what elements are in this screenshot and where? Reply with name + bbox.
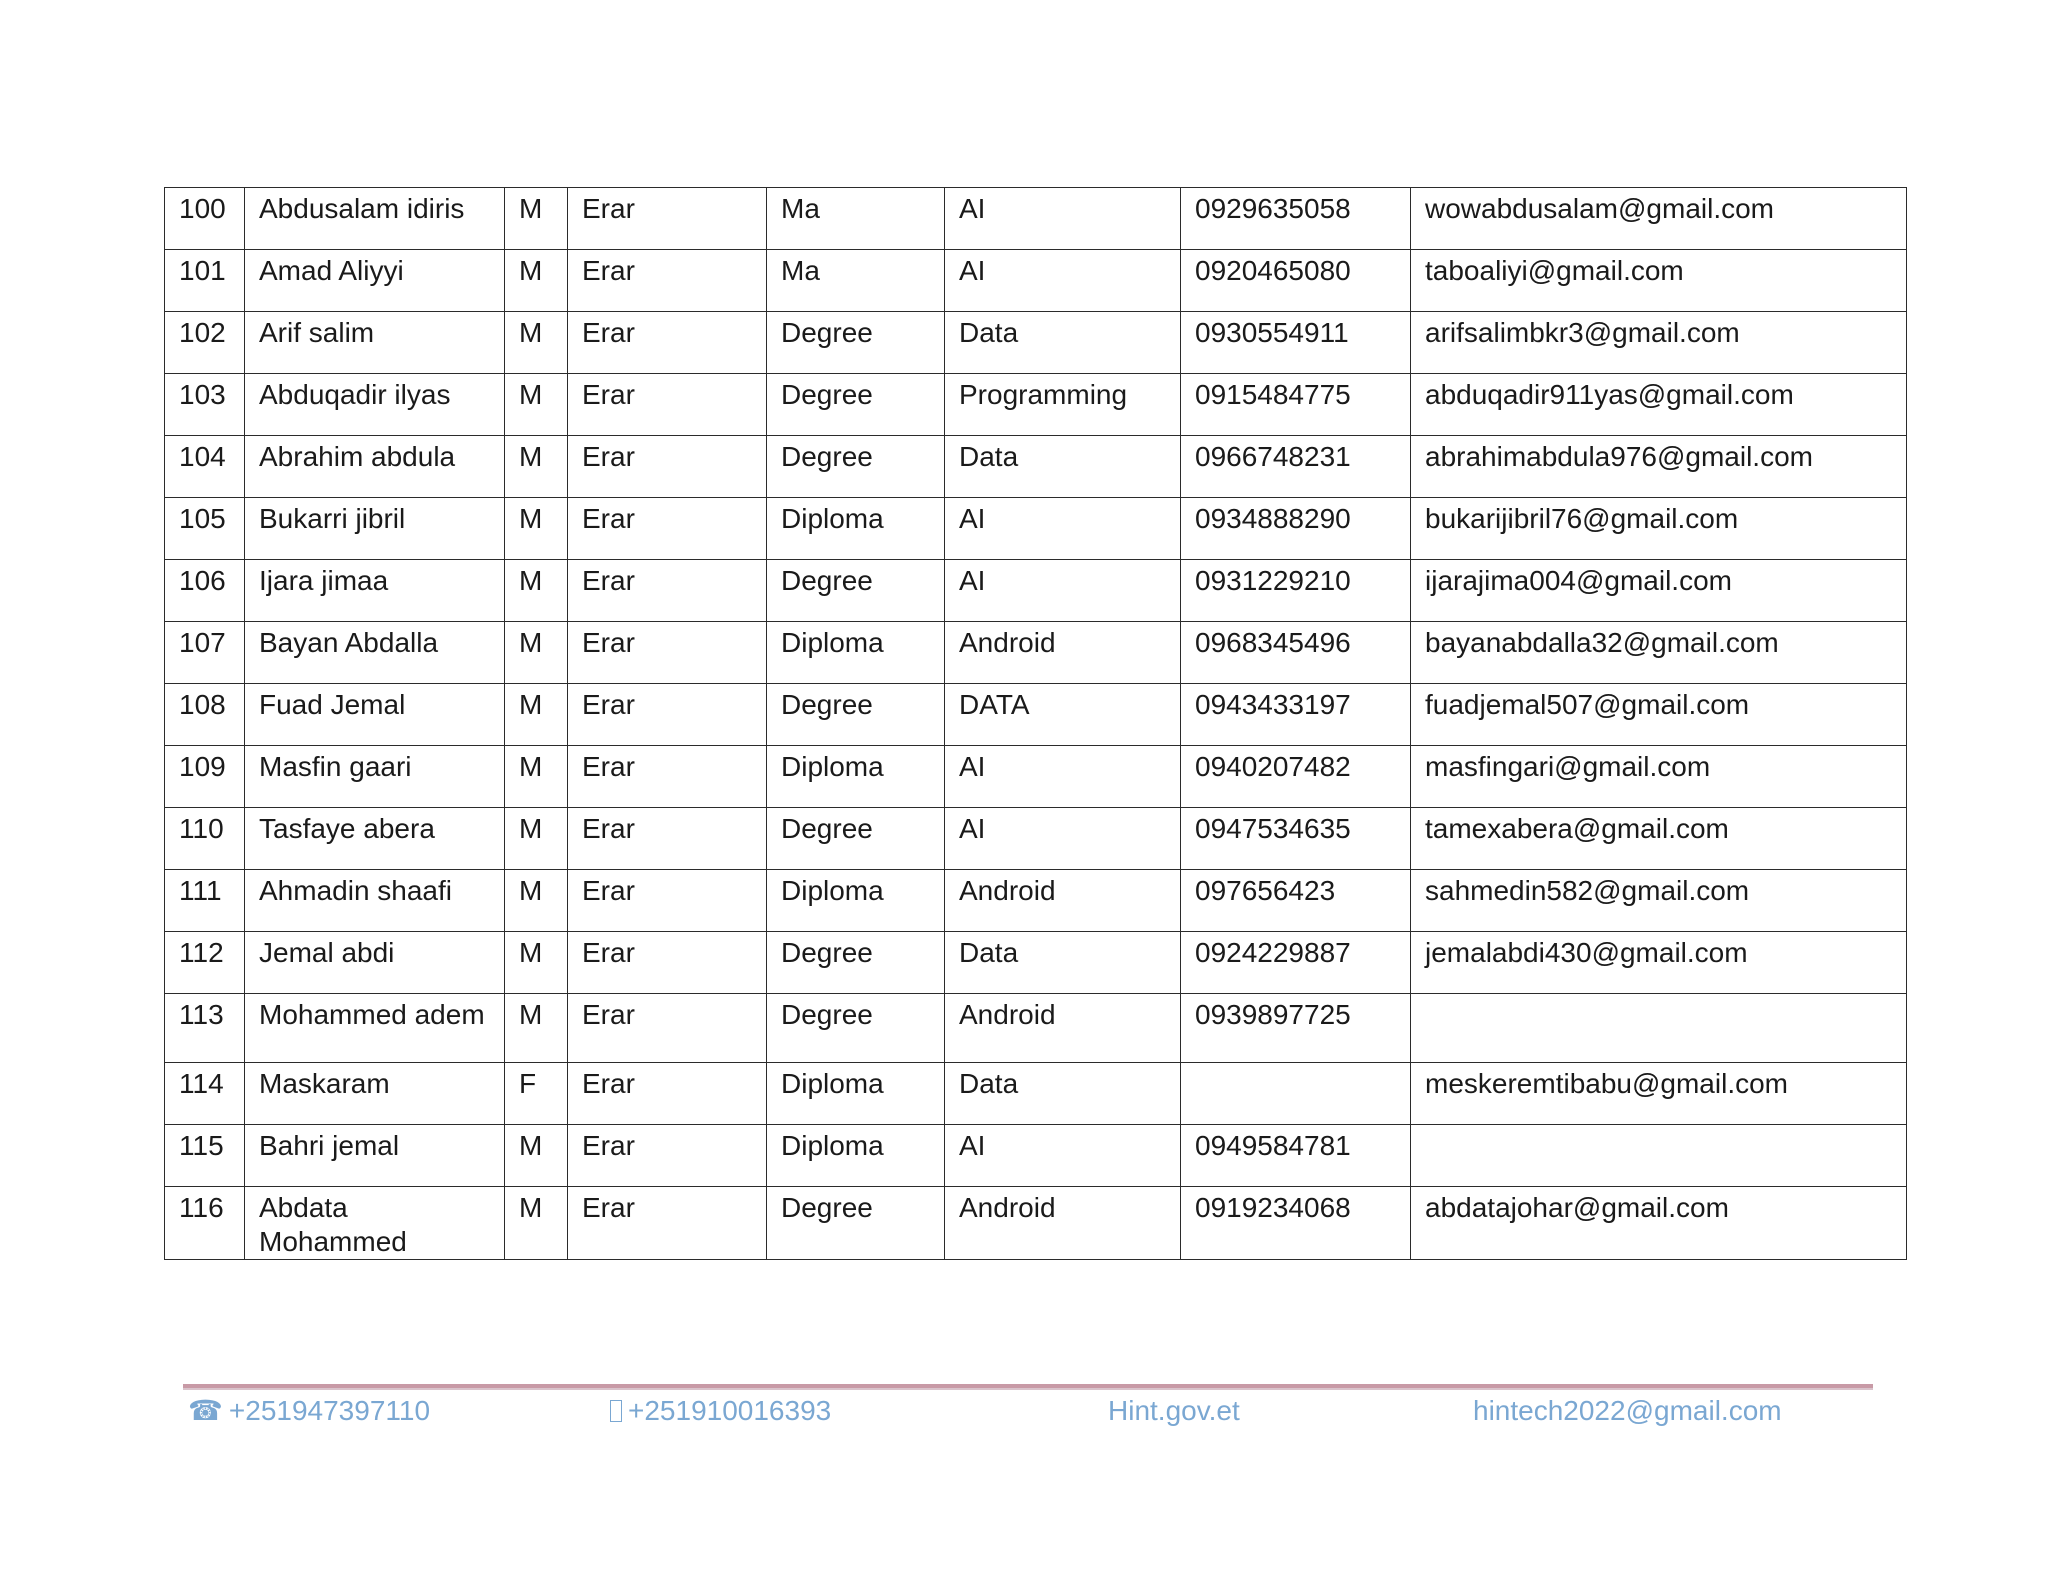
id-cell: 115 [165,1125,245,1187]
id-cell: 105 [165,498,245,560]
education-cell: Ma [767,250,945,312]
footer-mobile-number: +251910016393 [628,1395,832,1426]
location-cell: Erar [568,436,767,498]
name-cell: Abrahim abdula [245,436,505,498]
gender-cell: M [505,1125,568,1187]
table-row [165,622,1907,684]
email-cell: fuadjemal507@gmail.com [1411,684,1907,746]
gender-cell: F [505,1063,568,1125]
education-cell: Degree [767,560,945,622]
student-table [164,187,1907,1260]
id-cell: 106 [165,560,245,622]
name-cell: Bayan Abdalla [245,622,505,684]
location-cell: Erar [568,498,767,560]
email-cell: arifsalimbkr3@gmail.com [1411,312,1907,374]
field-cell: AI [945,188,1181,250]
gender-cell: M [505,560,568,622]
phone-cell: 0943433197 [1181,684,1411,746]
email-cell: abduqadir911yas@gmail.com [1411,374,1907,436]
location-cell: Erar [568,994,767,1063]
table-row [165,870,1907,932]
gender-cell: M [505,808,568,870]
id-cell: 103 [165,374,245,436]
table-row [165,1187,1907,1260]
phone-cell: 0920465080 [1181,250,1411,312]
education-cell: Degree [767,808,945,870]
table-row [165,188,1907,250]
name-cell: Ijara jimaa [245,560,505,622]
footer-website-link[interactable]: Hint.gov.et [1108,1395,1240,1426]
field-cell: AI [945,560,1181,622]
table-row [165,560,1907,622]
location-cell: Erar [568,1063,767,1125]
gender-cell: M [505,932,568,994]
id-cell: 108 [165,684,245,746]
email-cell: abdatajohar@gmail.com [1411,1187,1907,1260]
table-row [165,436,1907,498]
name-cell: Maskaram [245,1063,505,1125]
field-cell: AI [945,746,1181,808]
location-cell: Erar [568,684,767,746]
education-cell: Degree [767,436,945,498]
field-cell: Data [945,312,1181,374]
name-cell: Bukarri jibril [245,498,505,560]
missing-glyph-icon [610,1400,622,1422]
id-cell: 114 [165,1063,245,1125]
location-cell: Erar [568,1187,767,1260]
education-cell: Diploma [767,1063,945,1125]
gender-cell: M [505,746,568,808]
field-cell: Android [945,622,1181,684]
name-cell: Abdata Mohammed [245,1187,505,1260]
email-cell: ijarajima004@gmail.com [1411,560,1907,622]
footer-phone-number: +251947397110 [228,1395,431,1426]
location-cell: Erar [568,374,767,436]
name-cell: Arif salim [245,312,505,374]
table-row [165,498,1907,560]
gender-cell: M [505,684,568,746]
name-cell: Ahmadin shaafi [245,870,505,932]
phone-cell: 0930554911 [1181,312,1411,374]
phone-cell [1181,1063,1411,1125]
telephone-icon: ☎ [188,1395,223,1426]
field-cell: Android [945,870,1181,932]
id-cell: 107 [165,622,245,684]
email-cell: wowabdusalam@gmail.com [1411,188,1907,250]
footer-phone [188,1394,430,1428]
field-cell: AI [945,250,1181,312]
location-cell: Erar [568,250,767,312]
id-cell: 102 [165,312,245,374]
phone-cell: 097656423 [1181,870,1411,932]
location-cell: Erar [568,622,767,684]
education-cell: Diploma [767,1125,945,1187]
id-cell: 110 [165,808,245,870]
field-cell: AI [945,1125,1181,1187]
education-cell: Degree [767,684,945,746]
phone-cell: 0947534635 [1181,808,1411,870]
id-cell: 104 [165,436,245,498]
table-body [165,188,1907,1260]
table-row [165,1063,1907,1125]
field-cell: AI [945,498,1181,560]
email-cell: tamexabera@gmail.com [1411,808,1907,870]
email-cell: taboaliyi@gmail.com [1411,250,1907,312]
email-cell: bayanabdalla32@gmail.com [1411,622,1907,684]
location-cell: Erar [568,1125,767,1187]
phone-cell: 0924229887 [1181,932,1411,994]
email-cell: meskeremtibabu@gmail.com [1411,1063,1907,1125]
gender-cell: M [505,436,568,498]
location-cell: Erar [568,560,767,622]
gender-cell: M [505,188,568,250]
footer-email[interactable] [1473,1394,1782,1428]
phone-cell: 0919234068 [1181,1187,1411,1260]
name-cell: Jemal abdi [245,932,505,994]
id-cell: 112 [165,932,245,994]
education-cell: Diploma [767,746,945,808]
phone-cell: 0931229210 [1181,560,1411,622]
email-cell: sahmedin582@gmail.com [1411,870,1907,932]
field-cell: Android [945,994,1181,1063]
education-cell: Degree [767,994,945,1063]
name-cell: Amad Aliyyi [245,250,505,312]
gender-cell: M [505,1187,568,1260]
id-cell: 113 [165,994,245,1063]
phone-cell: 0934888290 [1181,498,1411,560]
footer-divider [183,1384,1873,1390]
table-row [165,994,1907,1063]
email-cell: masfingari@gmail.com [1411,746,1907,808]
education-cell: Diploma [767,622,945,684]
table-row [165,746,1907,808]
name-cell: Tasfaye abera [245,808,505,870]
phone-cell: 0966748231 [1181,436,1411,498]
id-cell: 116 [165,1187,245,1260]
field-cell: AI [945,808,1181,870]
location-cell: Erar [568,870,767,932]
gender-cell: M [505,498,568,560]
phone-cell: 0949584781 [1181,1125,1411,1187]
id-cell: 101 [165,250,245,312]
education-cell: Diploma [767,498,945,560]
phone-cell: 0940207482 [1181,746,1411,808]
table-row [165,684,1907,746]
footer-website[interactable] [1108,1394,1240,1428]
education-cell: Degree [767,1187,945,1260]
email-cell: jemalabdi430@gmail.com [1411,932,1907,994]
phone-cell: 0968345496 [1181,622,1411,684]
id-cell: 111 [165,870,245,932]
education-cell: Diploma [767,870,945,932]
name-cell: Abduqadir ilyas [245,374,505,436]
name-cell: Bahri jemal [245,1125,505,1187]
gender-cell: M [505,870,568,932]
footer-email-link[interactable]: hintech2022@gmail.com [1473,1395,1782,1426]
gender-cell: M [505,622,568,684]
phone-cell: 0929635058 [1181,188,1411,250]
email-cell: abrahimabdula976@gmail.com [1411,436,1907,498]
field-cell: Programming [945,374,1181,436]
table-row [165,312,1907,374]
education-cell: Degree [767,312,945,374]
gender-cell: M [505,312,568,374]
field-cell: DATA [945,684,1181,746]
location-cell: Erar [568,746,767,808]
id-cell: 109 [165,746,245,808]
gender-cell: M [505,374,568,436]
location-cell: Erar [568,188,767,250]
table-row [165,250,1907,312]
email-cell [1411,994,1907,1063]
field-cell: Data [945,932,1181,994]
name-cell: Masfin gaari [245,746,505,808]
location-cell: Erar [568,932,767,994]
gender-cell: M [505,250,568,312]
education-cell: Degree [767,374,945,436]
education-cell: Ma [767,188,945,250]
field-cell: Data [945,1063,1181,1125]
education-cell: Degree [767,932,945,994]
field-cell: Android [945,1187,1181,1260]
table-row [165,374,1907,436]
footer-mobile [610,1394,831,1428]
field-cell: Data [945,436,1181,498]
table-row [165,808,1907,870]
table-row [165,1125,1907,1187]
table-row [165,932,1907,994]
email-cell [1411,1125,1907,1187]
location-cell: Erar [568,312,767,374]
name-cell: Abdusalam idiris [245,188,505,250]
phone-cell: 0939897725 [1181,994,1411,1063]
id-cell: 100 [165,188,245,250]
phone-cell: 0915484775 [1181,374,1411,436]
gender-cell: M [505,994,568,1063]
location-cell: Erar [568,808,767,870]
email-cell: bukarijibril76@gmail.com [1411,498,1907,560]
name-cell: Fuad Jemal [245,684,505,746]
name-cell: Mohammed adem [245,994,505,1063]
